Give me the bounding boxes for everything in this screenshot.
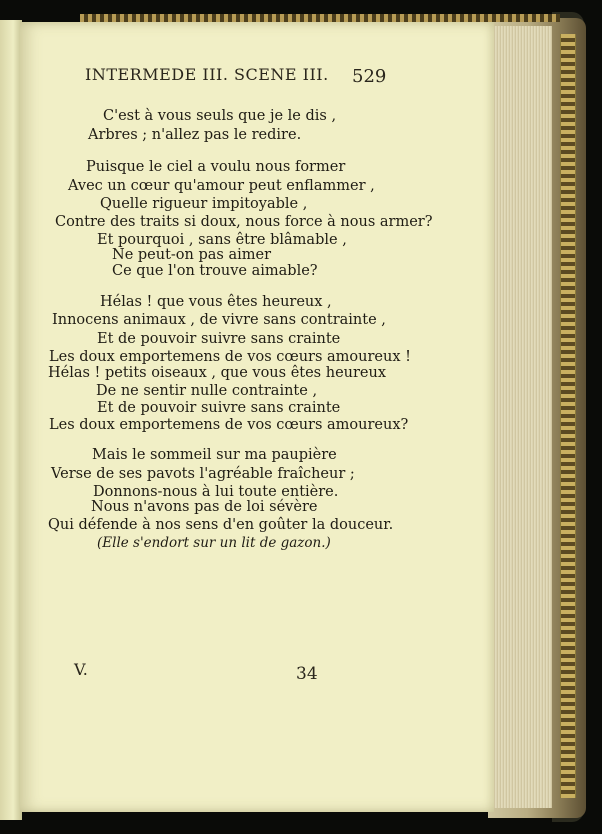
- verse-line: De ne sentir nulle contrainte ,: [96, 383, 318, 399]
- verse-line: Qui défende à nos sens d'en goûter la douceur.: [48, 517, 394, 533]
- top-gilt-decoration: [80, 14, 560, 22]
- verse-line: Hélas ! petits oiseaux , que vous êtes heureux: [48, 365, 387, 381]
- verse-line: C'est à vous seuls que je le dis ,: [103, 108, 337, 124]
- left-page-edge: [0, 20, 22, 820]
- verse-line: Les doux emportemens de vos cœurs amoureux?: [49, 417, 409, 433]
- gilt-border-decoration: [560, 34, 576, 798]
- verse-line: Contre des traits si doux, nous force à nous armer?: [55, 214, 433, 230]
- book-leaves: [492, 26, 552, 808]
- verse-line: Donnons-nous à lui toute entière.: [93, 484, 339, 500]
- verse-line: Ne peut-on pas aimer: [112, 247, 272, 263]
- verse-line: Mais le sommeil sur ma paupière: [92, 447, 337, 463]
- verse-line: Arbres ; n'allez pas le redire.: [88, 127, 302, 143]
- running-head: INTERMEDE III. SCENE III.: [85, 65, 329, 84]
- verse-line: Hélas ! que vous êtes heureux ,: [100, 294, 332, 310]
- verse-line: Innocens animaux , de vivre sans contrainte ,: [52, 312, 386, 328]
- verse-line: Et de pouvoir suivre sans crainte: [97, 400, 341, 416]
- page-number: 529: [352, 66, 387, 87]
- stage-direction: (Elle s'endort sur un lit de gazon.): [97, 535, 331, 551]
- signature-mark: V.: [74, 660, 88, 679]
- verse-line: Puisque le ciel a voulu nous former: [86, 159, 346, 175]
- verse-line: Nous n'avons pas de loi sévère: [91, 499, 318, 515]
- folio-number: 34: [296, 664, 318, 684]
- verse-line: Verse de ses pavots l'agréable fraîcheur ;: [51, 466, 355, 482]
- verse-line: Ce que l'on trouve aimable?: [112, 263, 318, 279]
- verse-line: Avec un cœur qu'amour peut enflammer ,: [68, 178, 375, 194]
- verse-line: Et pourquoi , sans être blâmable ,: [97, 232, 347, 248]
- verse-line: Et de pouvoir suivre sans crainte: [97, 331, 341, 347]
- verse-line: Les doux emportemens de vos cœurs amoureux !: [49, 349, 411, 365]
- verse-line: Quelle rigueur impitoyable ,: [100, 196, 308, 212]
